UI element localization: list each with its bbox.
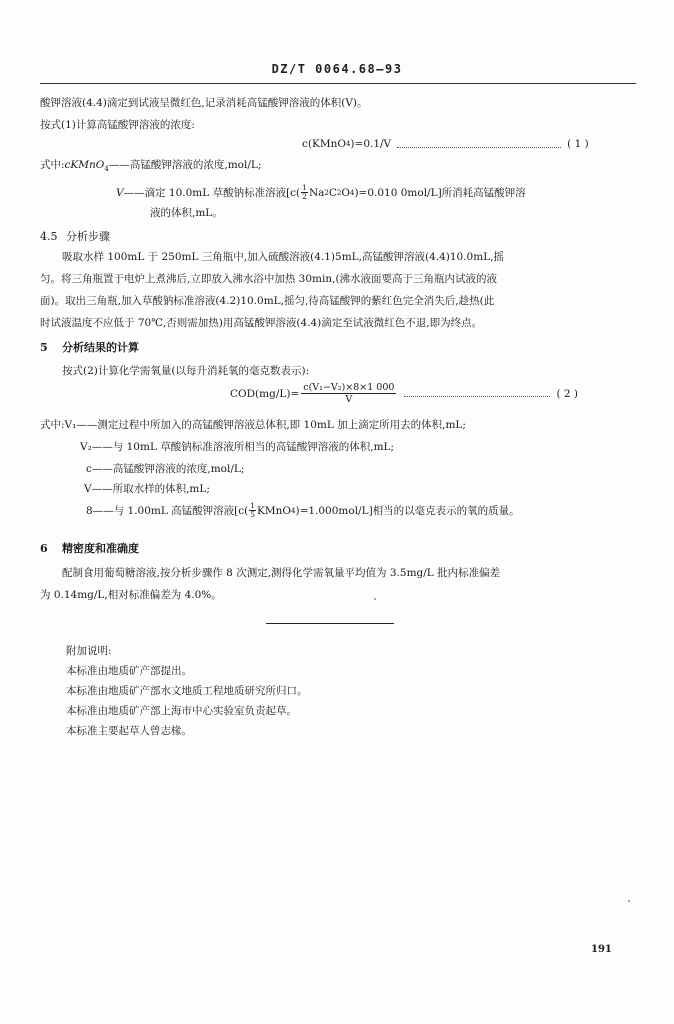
formula-2-number: ( 2 ) xyxy=(556,387,579,400)
formula-1-sub: 4 xyxy=(345,140,351,148)
notes-line: 本标准主要起草人曾志椽。 xyxy=(66,725,192,737)
definition-text: )=0.010 0mol/L]所消耗高锰酸钾溶 xyxy=(354,186,526,199)
formula-1-left: c(KMnO xyxy=(302,138,346,150)
notes-line: 本标准由地质矿产部提出。 xyxy=(66,665,192,677)
paragraph-line: 匀。将三角瓶置于电炉上煮沸后,立即放入沸水浴中加热 30min,(沸水液面要高于三角瓶内试液的液 xyxy=(40,273,498,285)
where-label: 式中: xyxy=(40,419,65,431)
section-number: 4.5 xyxy=(40,230,58,243)
section-number: 6 xyxy=(40,542,48,555)
section-title: 精密度和准确度 xyxy=(62,542,139,555)
section-title: 分析步骤 xyxy=(66,230,110,243)
formula-2-numerator: c(V₁−V₂)×8×1 000 xyxy=(303,382,395,393)
section-divider xyxy=(266,623,394,624)
formula-1 xyxy=(302,138,622,150)
definition-line xyxy=(40,158,261,176)
fraction-denominator: 2 xyxy=(302,192,307,201)
definition-line xyxy=(40,418,466,432)
leader-dots xyxy=(404,390,550,397)
formula-part: O xyxy=(341,186,350,199)
definition-text: )=1.000mol/L]相当的以毫克表示的氧的质量。 xyxy=(295,504,520,517)
definition-line: V——所取水样的体积,mL; xyxy=(84,483,210,495)
leader-dots xyxy=(397,141,561,148)
section-heading-4-5 xyxy=(40,228,110,244)
paragraph-line: 配制食用葡萄糖溶液,按分析步骤作 8 次测定,测得化学需氧量平均值为 3.5mg/L 批内标准偏差 xyxy=(62,567,501,579)
scan-speck xyxy=(628,900,630,902)
fraction-numerator: 1 xyxy=(250,501,256,510)
formula-2-denominator: V xyxy=(345,394,353,405)
definition-continuation: 液的体积,mL。 xyxy=(150,207,223,219)
definition-line: V₂——与 10mL 草酸钠标准溶液所相当的高锰酸钾溶液的体积,mL; xyxy=(80,441,395,453)
section-heading-6 xyxy=(40,540,139,556)
formula-sub: 2 xyxy=(324,188,329,197)
definition-text: ——高锰酸钾溶液的浓度,mol/L; xyxy=(108,159,262,171)
scan-speck xyxy=(374,598,376,600)
formula-2-fraction xyxy=(301,382,396,405)
formula-part: KMnO xyxy=(257,504,291,517)
fraction-denominator: 5 xyxy=(250,510,256,519)
symbol: V xyxy=(116,186,124,199)
formula-part: C xyxy=(328,186,337,199)
formula-2-left: COD(mg/L)= xyxy=(230,387,300,400)
page-number: 191 xyxy=(591,944,612,955)
header-rule xyxy=(40,83,636,84)
formula-1-right: )=0.1/V xyxy=(350,138,392,150)
formula-sub: 2 xyxy=(336,188,342,197)
section-heading-5 xyxy=(40,339,139,355)
formula-part: Na xyxy=(308,186,325,199)
definition-text: 8——与 1.00mL 高锰酸钾溶液[c( xyxy=(86,504,249,517)
formula-1-number: ( 1 ) xyxy=(567,138,589,150)
paragraph-line: 为 0.14mg/L,相对标准偏差为 4.0%。 xyxy=(40,589,222,601)
where-label: 式中: xyxy=(40,159,65,171)
symbol-sub: 4 xyxy=(104,165,109,174)
formula-sub: 4 xyxy=(291,506,296,515)
notes-title: 附加说明: xyxy=(66,645,112,657)
standard-code-header: DZ/T 0064.68—93 xyxy=(271,62,403,76)
text-line: 按式(1)计算高锰酸钾溶液的浓度: xyxy=(40,119,195,131)
paragraph-line: 时试液温度不应低于 70℃,否则需加热)用高锰酸钾溶液(4.4)滴定至试液微红色不退,即为终点。 xyxy=(40,317,483,329)
fraction xyxy=(249,502,256,519)
notes-line: 本标准由地质矿产部水文地质工程地质研究所归口。 xyxy=(66,685,308,697)
paragraph-line: 按式(2)计算化学需氧量(以每升消耗氧的毫克数表示): xyxy=(62,365,310,377)
definition-line: c——高锰酸钾溶液的浓度,mol/L; xyxy=(86,463,245,475)
section-title: 分析结果的计算 xyxy=(62,341,139,354)
text-line: 酸钾溶液(4.4)滴定到试液呈微红色,记录消耗高锰酸钾溶液的体积(V)。 xyxy=(40,97,368,109)
section-number: 5 xyxy=(40,341,48,354)
formula-2 xyxy=(230,382,622,405)
paragraph-line: 吸取水样 100mL 于 250mL 三角瓶中,加入硫酸溶液(4.1)5mL,高锰酸钾溶液(4.4)10.0mL,摇 xyxy=(62,251,505,263)
definition-text: ——滴定 10.0mL 草酸钠标准溶液[c( xyxy=(123,186,301,199)
symbol: cKMnO xyxy=(64,159,105,171)
definition-text: V₁——测定过程中所加入的高锰酸钾溶液总体积,即 10mL 加上滴定所用去的体积,mL; xyxy=(64,419,466,431)
fraction-numerator: 1 xyxy=(302,183,307,192)
fraction xyxy=(301,184,308,201)
formula-sub: 4 xyxy=(349,188,355,197)
notes-line: 本标准由地质矿产部上海市中心实验室负责起草。 xyxy=(66,705,297,717)
definition-line xyxy=(86,502,520,519)
definition-line xyxy=(116,184,526,201)
paragraph-line: 面)。取出三角瓶,加入草酸钠标准溶液(4.2)10.0mL,摇匀,待高锰酸钾的紫红色完全消失后,趁热(此 xyxy=(40,295,495,307)
